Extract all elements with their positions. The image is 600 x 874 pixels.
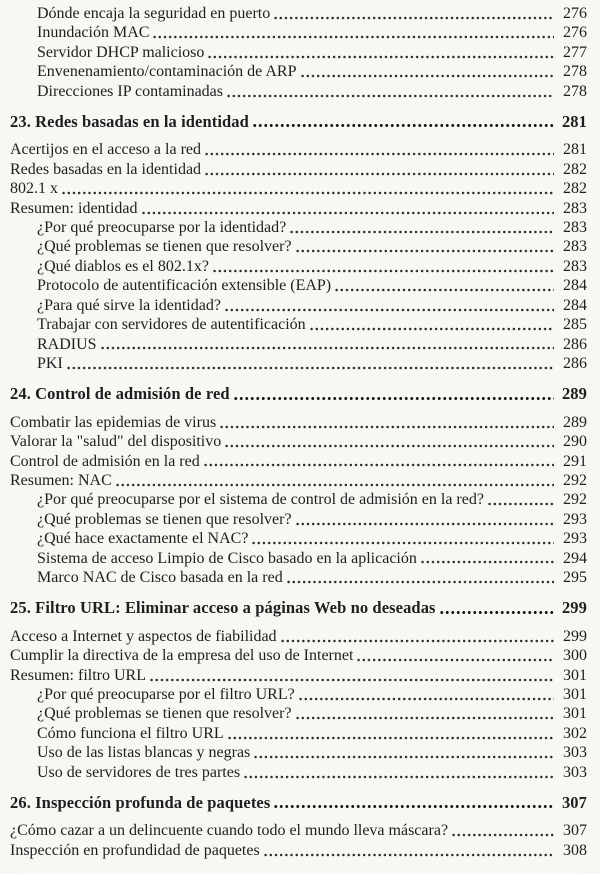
- toc-row: [10, 179, 587, 198]
- toc-row: [10, 646, 587, 665]
- toc-row: [10, 296, 587, 315]
- dot-leader: [439, 598, 554, 617]
- toc-entry-title: Envenenamiento/contaminación de ARP: [37, 63, 297, 81]
- dot-leader: [66, 354, 554, 373]
- toc-entry-title: Marco NAC de Cisco basada en la red: [37, 568, 283, 586]
- toc-row: [10, 413, 587, 432]
- toc-entry-title: Sistema de acceso Limpio de Cisco basado en la aplicación: [37, 549, 417, 567]
- dot-leader: [224, 296, 554, 315]
- toc-entry-page: 302: [563, 724, 587, 742]
- toc-row: [10, 724, 587, 743]
- toc-entry-title: 24. Control de admisión de red: [10, 384, 230, 404]
- dot-leader: [263, 841, 554, 860]
- toc-entry-title: ¿Cómo cazar a un delincuente cuando todo el mundo lleva máscara?: [10, 822, 449, 840]
- dot-leader: [115, 471, 554, 490]
- toc-row: [10, 627, 587, 646]
- dot-leader: [300, 62, 555, 81]
- dot-leader: [152, 23, 554, 42]
- dot-leader: [280, 627, 554, 646]
- dot-leader: [251, 529, 554, 548]
- dot-leader: [233, 384, 554, 403]
- toc-row: [10, 62, 587, 81]
- toc-entry-title: Resumen: NAC: [10, 471, 112, 489]
- toc-row: [10, 43, 587, 62]
- toc-entry-page: 276: [563, 24, 587, 42]
- toc-entry-page: 276: [563, 5, 587, 22]
- toc-entry-title: Uso de las listas blancas y negras: [37, 744, 251, 762]
- toc-entry-page: 293: [563, 530, 587, 548]
- toc-entry-page: 286: [563, 335, 587, 353]
- dot-leader: [295, 704, 554, 723]
- table-of-contents: [10, 4, 587, 860]
- toc-entry-page: 303: [563, 763, 587, 781]
- dot-leader: [224, 432, 554, 451]
- toc-row: [10, 490, 587, 509]
- dot-leader: [227, 724, 554, 743]
- toc-entry-page: 294: [563, 549, 587, 567]
- toc-row: [10, 237, 587, 256]
- dot-leader: [273, 4, 554, 23]
- dot-leader: [273, 793, 554, 812]
- dot-leader: [203, 452, 554, 471]
- toc-entry-title: ¿Qué problemas se tienen que resolver?: [37, 510, 292, 528]
- toc-entry-page: 277: [563, 43, 587, 61]
- toc-row: [10, 452, 587, 471]
- toc-entry-title: Resumen: filtro URL: [10, 666, 146, 684]
- toc-entry-page: 300: [563, 647, 587, 665]
- toc-entry-title: Cómo funciona el filtro URL: [37, 724, 224, 742]
- toc-entry-page: 307: [563, 822, 587, 840]
- toc-entry-page: 295: [563, 568, 587, 586]
- toc-entry-title: Dónde encaja la seguridad en puerto: [37, 5, 271, 22]
- toc-row: [10, 704, 587, 723]
- toc-chapter-row: [10, 793, 587, 812]
- dot-leader: [334, 276, 554, 295]
- dot-leader: [487, 490, 554, 509]
- toc-row: [10, 763, 587, 782]
- dot-leader: [100, 335, 554, 354]
- toc-entry-title: ¿Para qué sirve la identidad?: [37, 296, 221, 314]
- dot-leader: [219, 413, 554, 432]
- toc-chapter-row: [10, 384, 587, 403]
- toc-entry-page: 289: [563, 413, 587, 431]
- toc-row: [10, 257, 587, 276]
- toc-entry-title: 26. Inspección profunda de paquetes: [10, 793, 271, 813]
- toc-entry-title: Combatir las epidemias de virus: [10, 413, 217, 431]
- toc-entry-page: 278: [563, 63, 587, 81]
- toc-row: [10, 666, 587, 685]
- toc-row: [10, 160, 587, 179]
- toc-row: [10, 821, 587, 840]
- toc-entry-page: 293: [563, 510, 587, 528]
- toc-row: [10, 82, 587, 101]
- toc-entry-title: ¿Qué problemas se tienen que resolver?: [37, 705, 292, 723]
- toc-entry-page: 281: [563, 141, 587, 159]
- toc-entry-title: ¿Qué hace exactamente el NAC?: [37, 530, 249, 548]
- dot-leader: [226, 82, 554, 101]
- toc-entry-title: Cumplir la directiva de la empresa del uso de Internet: [10, 647, 354, 665]
- toc-entry-page: 284: [563, 296, 587, 314]
- dot-leader: [289, 218, 554, 237]
- toc-entry-title: PKI: [37, 354, 63, 372]
- toc-entry-title: ¿Por qué preocuparse por el filtro URL?: [37, 686, 295, 703]
- dot-leader: [309, 315, 554, 334]
- toc-entry-title: Uso de servidores de tres partes: [37, 763, 241, 781]
- toc-row: [10, 510, 587, 529]
- toc-entry-page: 301: [563, 666, 587, 684]
- toc-entry-title: ¿Qué problemas se tienen que resolver?: [37, 238, 292, 256]
- toc-entry-title: Control de admisión en la red: [10, 452, 200, 470]
- toc-entry-title: Protocolo de autentificación extensible (EAP): [37, 277, 332, 295]
- toc-entry-title: ¿Por qué preocuparse por el sistema de control de admisión en la red?: [37, 491, 484, 509]
- toc-row: [10, 199, 587, 218]
- toc-entry-title: Inspección en profundidad de paquetes: [10, 841, 260, 859]
- toc-entry-page: 286: [563, 354, 587, 372]
- toc-chapter-row: [10, 598, 587, 617]
- toc-row: [10, 743, 587, 762]
- toc-entry-page: 290: [563, 433, 587, 451]
- toc-entry-title: ¿Qué diablos es el 802.1x?: [37, 257, 209, 275]
- toc-row: [10, 354, 587, 373]
- toc-entry-page: 283: [563, 199, 587, 217]
- toc-entry-title: Servidor DHCP malicioso: [37, 43, 205, 61]
- toc-entry-title: Direcciones IP contaminadas: [37, 82, 224, 100]
- toc-row: [10, 432, 587, 451]
- toc-entry-title: RADIUS: [37, 335, 97, 353]
- toc-row: [10, 140, 587, 159]
- toc-entry-page: 301: [563, 686, 587, 703]
- dot-leader: [207, 43, 554, 62]
- dot-leader: [298, 685, 554, 704]
- toc-row: [10, 471, 587, 490]
- toc-entry-page: 307: [561, 793, 587, 813]
- toc-entry-title: 23. Redes basadas en la identidad: [10, 112, 249, 132]
- toc-row: [10, 529, 587, 548]
- toc-entry-page: 292: [563, 491, 587, 509]
- toc-row: [10, 276, 587, 295]
- dot-leader: [204, 160, 554, 179]
- toc-row: [10, 315, 587, 334]
- toc-entry-page: 283: [563, 257, 587, 275]
- toc-entry-title: Valorar la "salud" del dispositivo: [10, 433, 222, 451]
- toc-row: [10, 568, 587, 587]
- toc-entry-page: 301: [563, 705, 587, 723]
- toc-entry-page: 291: [563, 452, 587, 470]
- toc-entry-title: 25. Filtro URL: Eliminar acceso a páginas Web no deseadas: [10, 598, 436, 618]
- toc-entry-page: 282: [563, 180, 587, 198]
- toc-entry-page: 299: [563, 627, 587, 645]
- dot-leader: [243, 763, 554, 782]
- dot-leader: [295, 510, 554, 529]
- toc-entry-page: 284: [563, 277, 587, 295]
- toc-entry-page: 278: [563, 82, 587, 100]
- toc-row: [10, 218, 587, 237]
- toc-entry-page: 299: [561, 598, 587, 618]
- toc-row: [10, 335, 587, 354]
- dot-leader: [61, 179, 554, 198]
- dot-leader: [451, 821, 554, 840]
- dot-leader: [295, 237, 554, 256]
- toc-entry-page: 303: [563, 744, 587, 762]
- toc-entry-title: ¿Por qué preocuparse por la identidad?: [37, 219, 287, 237]
- toc-row: [10, 23, 587, 42]
- toc-entry-title: 802.1 x: [10, 180, 58, 198]
- toc-row: [10, 685, 587, 704]
- toc-chapter-row: [10, 112, 587, 131]
- dot-leader: [286, 568, 554, 587]
- toc-entry-title: Trabajar con servidores de autentificación: [37, 316, 306, 334]
- dot-leader: [356, 646, 554, 665]
- dot-leader: [204, 140, 554, 159]
- toc-entry-title: Redes basadas en la identidad: [10, 160, 202, 178]
- toc-entry-title: Inundación MAC: [37, 24, 150, 42]
- dot-leader: [252, 112, 554, 131]
- toc-entry-page: 289: [561, 384, 587, 404]
- toc-row: [10, 4, 587, 23]
- toc-entry-title: Acertijos en el acceso a la red: [10, 141, 202, 159]
- toc-entry-page: 292: [563, 471, 587, 489]
- toc-row: [10, 549, 587, 568]
- toc-entry-page: 283: [563, 238, 587, 256]
- dot-leader: [149, 666, 554, 685]
- toc-entry-page: 282: [563, 160, 587, 178]
- toc-entry-page: 285: [563, 316, 587, 334]
- dot-leader: [420, 549, 554, 568]
- toc-entry-page: 283: [563, 219, 587, 237]
- dot-leader: [253, 743, 554, 762]
- toc-entry-title: Resumen: identidad: [10, 199, 138, 217]
- dot-leader: [141, 199, 554, 218]
- toc-entry-page: 281: [561, 112, 587, 132]
- dot-leader: [212, 257, 554, 276]
- toc-entry-title: Acceso a Internet y aspectos de fiabilidad: [10, 627, 277, 645]
- toc-entry-page: 308: [563, 841, 587, 859]
- toc-row: [10, 841, 587, 860]
